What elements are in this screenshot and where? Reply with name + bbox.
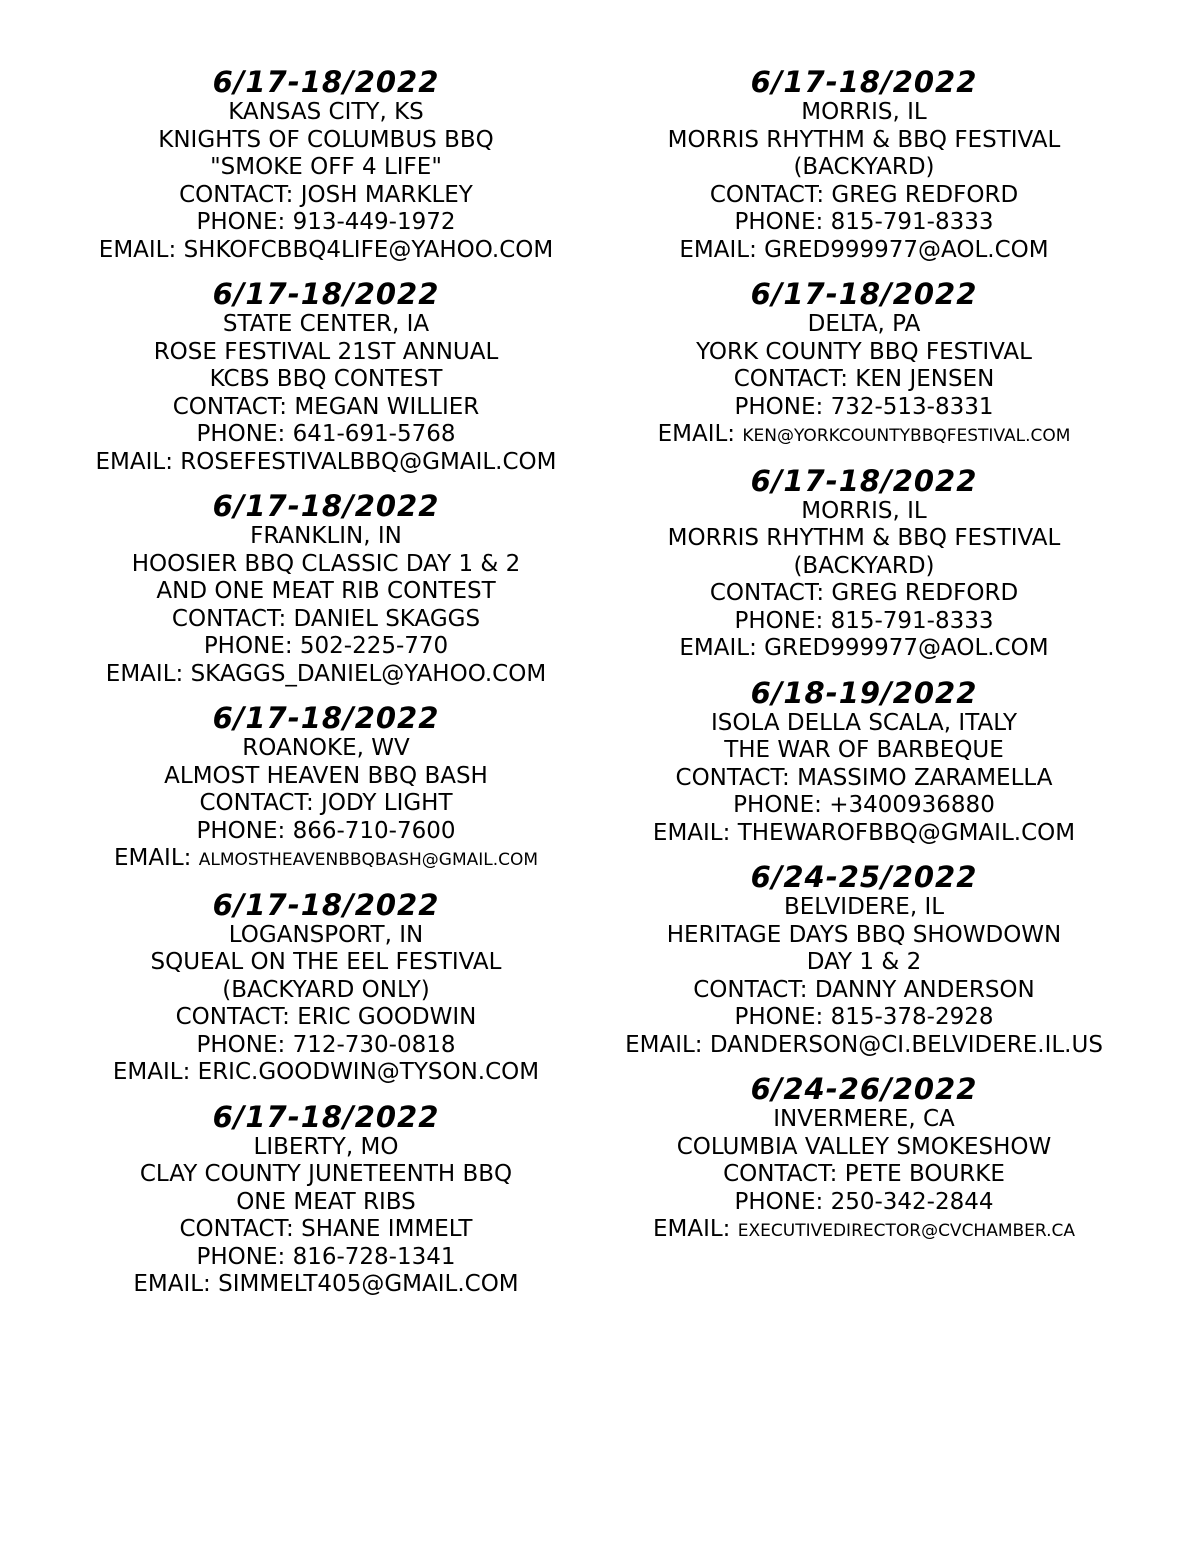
event-email-line: [600, 1216, 1128, 1246]
event-email-address: ALMOSTHEAVENBBQBASH@GMAIL.COM: [198, 850, 539, 870]
event-phone: PHONE: +3400936880: [733, 792, 995, 818]
event-date: 6/18-19/2022: [750, 675, 978, 710]
event-name-line: (BACKYARD): [793, 154, 935, 180]
event-date: 6/17-18/2022: [750, 277, 978, 311]
event-contact: CONTACT: KEN JENSEN: [733, 366, 995, 392]
event-email-address: EXECUTIVEDIRECTOR@CVCHAMBER.CA: [737, 1221, 1076, 1241]
event-date: 6/24-25/2022: [750, 860, 978, 894]
event-name-line: DAY 1 & 2: [806, 949, 922, 975]
event-email-line: [66, 1271, 586, 1299]
event-email-line: [66, 845, 586, 875]
event-email-label: EMAIL:: [652, 1216, 731, 1242]
event-listing: [66, 702, 586, 875]
event-location: INVERMERE, CA: [773, 1106, 955, 1132]
event-name-line: CLAY COUNTY JUNETEENTH BBQ: [139, 1161, 513, 1187]
event-name-line: COLUMBIA VALLEY SMOKESHOW: [676, 1133, 1052, 1160]
event-phone: PHONE: 815-791-8333: [734, 209, 994, 235]
event-date: 6/17-18/2022: [212, 701, 440, 735]
event-email-label: EMAIL:: [105, 660, 184, 687]
event-date: 6/17-18/2022: [212, 1099, 440, 1134]
event-date: 6/24-26/2022: [750, 1072, 978, 1106]
event-name-line: MORRIS RHYTHM & BBQ FESTIVAL: [667, 126, 1061, 153]
event-email-address: GRED999977@AOL.COM: [764, 236, 1049, 263]
event-contact: CONTACT: GREG REDFORD: [709, 181, 1019, 208]
event-location: ISOLA DELLA SCALA, ITALY: [711, 709, 1017, 736]
event-email-address: ROSEFESTIVALBBQ@GMAIL.COM: [180, 448, 557, 475]
event-email-line: [600, 1032, 1128, 1060]
event-contact: CONTACT: GREG REDFORD: [709, 580, 1019, 606]
event-name-line: ROSE FESTIVAL 21ST ANNUAL: [153, 338, 499, 365]
event-phone: PHONE: 866-710-7600: [196, 817, 456, 844]
event-name-line: KNIGHTS OF COLUMBUS BBQ: [158, 126, 494, 153]
event-listing: [600, 677, 1128, 848]
event-name-line: KCBS BBQ CONTEST: [209, 366, 443, 392]
event-listing: [600, 861, 1128, 1059]
event-name-line: YORK COUNTY BBQ FESTIVAL: [696, 338, 1032, 365]
event-location: MORRIS, IL: [801, 99, 927, 125]
event-email-line: [66, 449, 586, 477]
event-phone: PHONE: 816-728-1341: [196, 1243, 456, 1270]
event-location: KANSAS CITY, KS: [228, 99, 424, 125]
event-contact: CONTACT: SHANE IMMELT: [179, 1216, 473, 1242]
event-contact: CONTACT: DANIEL SKAGGS: [171, 605, 481, 632]
event-location: DELTA, PA: [807, 311, 921, 337]
event-location: STATE CENTER, IA: [222, 311, 430, 337]
event-date: 6/17-18/2022: [212, 887, 440, 922]
event-location: MORRIS, IL: [801, 497, 927, 524]
event-listing: [600, 278, 1128, 451]
event-date: 6/17-18/2022: [750, 463, 978, 498]
event-phone: PHONE: 250-342-2844: [734, 1188, 994, 1215]
event-contact: CONTACT: JODY LIGHT: [199, 790, 453, 816]
event-name-line: ONE MEAT RIBS: [236, 1188, 416, 1215]
event-email-label: EMAIL:: [95, 448, 173, 475]
event-name-line: HOOSIER BBQ CLASSIC DAY 1 & 2: [131, 550, 521, 577]
event-date: 6/17-18/2022: [212, 277, 440, 311]
event-date: 6/17-18/2022: [212, 489, 440, 523]
event-location: BELVIDERE, IL: [783, 894, 945, 920]
event-email-label: EMAIL:: [112, 1059, 191, 1085]
event-phone: PHONE: 641-691-5768: [196, 421, 456, 447]
event-location: LIBERTY, MO: [253, 1133, 399, 1160]
event-email-line: [66, 661, 586, 689]
event-email-line: [600, 820, 1128, 848]
event-email-label: EMAIL:: [679, 236, 757, 263]
event-listing: [600, 66, 1128, 264]
event-listing: [66, 278, 586, 476]
event-email-label: EMAIL:: [113, 845, 192, 871]
event-contact: CONTACT: PETE BOURKE: [723, 1161, 1005, 1187]
event-name-line: THE WAR OF BARBEQUE: [724, 737, 1004, 763]
event-email-label: EMAIL:: [133, 1271, 211, 1297]
event-email-address: GRED999977@AOL.COM: [764, 635, 1049, 661]
event-listing: [66, 889, 586, 1087]
event-phone: PHONE: 815-791-8333: [734, 607, 994, 634]
event-phone: PHONE: 732-513-8331: [734, 393, 994, 420]
event-email-address: SKAGGS_DANIEL@YAHOO.COM: [190, 660, 547, 687]
events-column-left: [66, 66, 586, 1313]
event-phone: PHONE: 712-730-0818: [196, 1031, 456, 1058]
event-phone: PHONE: 502-225-770: [203, 633, 449, 659]
event-email-address: ERIC.GOODWIN@TYSON.COM: [197, 1059, 540, 1085]
event-date: 6/17-18/2022: [212, 65, 440, 99]
event-email-line: [66, 237, 586, 265]
event-name-line: ALMOST HEAVEN BBQ BASH: [164, 762, 488, 789]
event-listing: [600, 465, 1128, 663]
event-email-line: [600, 635, 1128, 663]
event-email-address: SIMMELT405@GMAIL.COM: [218, 1271, 519, 1297]
event-contact: CONTACT: MEGAN WILLIER: [172, 393, 480, 420]
event-contact: CONTACT: JOSH MARKLEY: [179, 181, 473, 208]
event-contact: CONTACT: MASSIMO ZARAMELLA: [675, 764, 1053, 791]
event-name-line: "SMOKE OFF 4 LIFE": [210, 154, 442, 180]
event-listing: [66, 66, 586, 264]
event-name-line: AND ONE MEAT RIB CONTEST: [156, 578, 496, 604]
events-column-right: [600, 66, 1128, 1260]
event-location: ROANOKE, WV: [242, 735, 410, 761]
event-contact: CONTACT: DANNY ANDERSON: [693, 976, 1035, 1003]
event-email-line: [66, 1059, 586, 1087]
event-name-line: SQUEAL ON THE EEL FESTIVAL: [150, 949, 502, 975]
event-email-label: EMAIL:: [652, 819, 731, 846]
event-name-line: (BACKYARD ONLY): [222, 976, 430, 1003]
event-email-label: EMAIL:: [679, 635, 757, 661]
event-location: FRANKLIN, IN: [250, 523, 402, 549]
event-listing: [66, 1101, 586, 1299]
event-contact: CONTACT: ERIC GOODWIN: [175, 1004, 477, 1030]
event-email-address: SHKOFCBBQ4LIFE@YAHOO.COM: [183, 236, 554, 263]
event-phone: PHONE: 913-449-1972: [196, 209, 456, 235]
event-email-label: EMAIL:: [98, 236, 177, 263]
event-phone: PHONE: 815-378-2928: [734, 1004, 994, 1030]
event-listing: [600, 1073, 1128, 1246]
event-email-line: [600, 421, 1128, 451]
event-listing: [66, 490, 586, 688]
event-email-address: KEN@YORKCOUNTYBBQFESTIVAL.COM: [742, 426, 1071, 446]
event-name-line: (BACKYARD): [793, 552, 935, 579]
event-name-line: MORRIS RHYTHM & BBQ FESTIVAL: [667, 525, 1061, 551]
event-name-line: HERITAGE DAYS BBQ SHOWDOWN: [666, 921, 1062, 948]
event-date: 6/17-18/2022: [750, 65, 978, 99]
event-email-label: EMAIL:: [657, 421, 736, 447]
event-email-line: [600, 237, 1128, 265]
event-email-address: DANDERSON@CI.BELVIDERE.IL.US: [709, 1031, 1103, 1058]
event-email-address: THEWAROFBBQ@GMAIL.COM: [737, 819, 1076, 846]
event-email-label: EMAIL:: [625, 1031, 703, 1058]
event-location: LOGANSPORT, IN: [228, 921, 424, 948]
